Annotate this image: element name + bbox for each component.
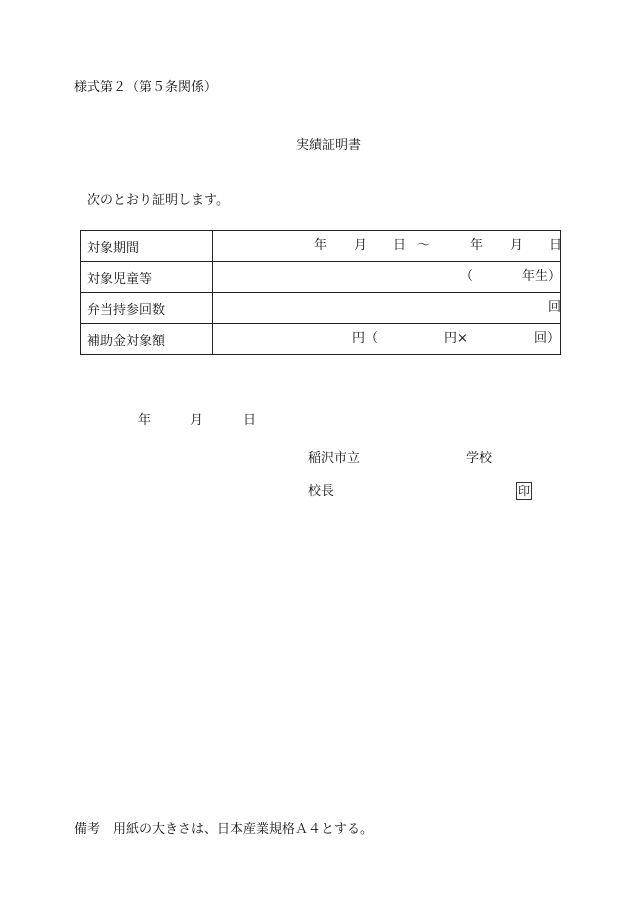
issue-date-month: 月 <box>190 413 204 428</box>
label-count: 弁当持参回数 <box>81 293 213 324</box>
table-row-amount <box>81 324 561 355</box>
period-end-year: 年 <box>470 238 484 253</box>
document-title: 実績証明書 <box>296 138 362 153</box>
amount-unit-price: 円× <box>444 331 468 346</box>
value-amount <box>213 324 561 355</box>
principal-label: 校長 <box>308 484 335 499</box>
child-grade: 年生） <box>522 269 562 284</box>
label-period: 対象期間 <box>81 231 213 262</box>
period-start-month: 月 <box>354 238 368 253</box>
table-row-child <box>81 262 561 293</box>
certificate-table <box>80 230 561 355</box>
issue-date-day: 日 <box>243 413 257 428</box>
amount-yen-open: 円（ <box>352 331 379 346</box>
label-amount: 補助金対象額 <box>81 324 213 355</box>
period-start-year: 年 <box>314 238 328 253</box>
remarks-note: 備考 用紙の大きさは、日本産業規格Ａ４とする。 <box>74 822 374 837</box>
table-row-count <box>81 293 561 324</box>
period-end-month: 月 <box>510 238 524 253</box>
period-start-day: 日 <box>393 238 407 253</box>
child-open-paren: （ <box>460 269 474 284</box>
period-tilde: ～ <box>417 238 431 253</box>
label-child: 対象児童等 <box>81 262 213 293</box>
intro-text: 次のとおり証明します。 <box>87 193 229 208</box>
table-row-period <box>81 231 561 262</box>
period-end-day: 日 <box>549 238 563 253</box>
school-name-prefix: 稲沢市立 <box>308 451 361 466</box>
form-number: 様式第２（第５条関係） <box>74 80 218 95</box>
seal-mark: 印 <box>518 484 531 498</box>
issue-date-year: 年 <box>138 413 152 428</box>
count-unit: 回 <box>548 300 562 315</box>
value-period <box>213 231 561 262</box>
value-count <box>213 293 561 324</box>
amount-times-close: 回） <box>534 331 561 346</box>
value-child <box>213 262 561 293</box>
school-name-suffix: 学校 <box>466 451 493 466</box>
